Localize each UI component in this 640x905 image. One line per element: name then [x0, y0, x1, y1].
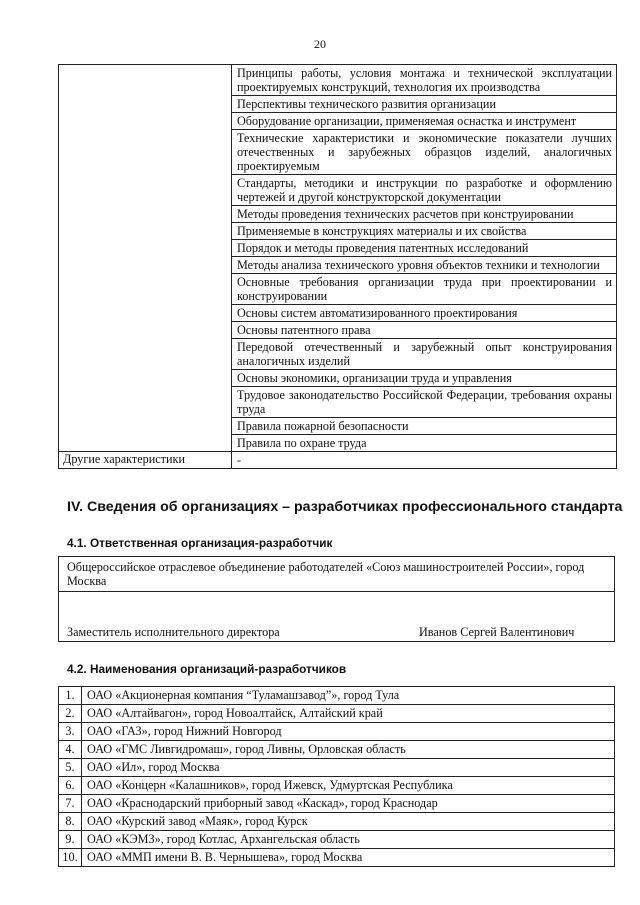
- developer-org-name: ОАО «Акционерная компания “Туламашзавод”», город Тула: [82, 687, 615, 705]
- responsible-org-heading: 4.1. Ответственная организация-разработчик: [67, 536, 333, 550]
- knowledge-item: Передовой отечественный и зарубежный опыт конструирования аналогичных изделий: [232, 339, 617, 370]
- developer-org-row: [59, 705, 615, 723]
- knowledge-item: Порядок и методы проведения патентных исследований: [232, 240, 617, 257]
- developer-org-name: ОАО «Алтайвагон», город Новоалтайск, Алтайский край: [82, 705, 615, 723]
- developer-org-name: ОАО «Ил», город Москва: [82, 759, 615, 777]
- responsible-org-name: Общероссийское отраслевое объединение работодателей «Союз машиностроителей России», город Москва: [59, 557, 614, 592]
- page-number: 20: [314, 37, 326, 51]
- knowledge-item: Принципы работы, условия монтажа и технической эксплуатации проектируемых конструкций, технология их производства: [232, 65, 617, 96]
- knowledge-item: Основы систем автоматизированного проектирования: [232, 305, 617, 322]
- other-characteristics-row: [59, 452, 617, 469]
- knowledge-item: Оборудование организации, применяемая оснастка и инструмент: [232, 113, 617, 130]
- required-knowledge-table-body: [59, 65, 617, 469]
- required-knowledge-table: [58, 64, 617, 469]
- developer-org-name: ОАО «Краснодарский приборный завод «Каскад», город Краснодар: [82, 795, 615, 813]
- developer-org-number: 2.: [59, 705, 82, 723]
- developer-org-number: 3.: [59, 723, 82, 741]
- developer-org-number: 1.: [59, 687, 82, 705]
- developer-org-number: 9.: [59, 831, 82, 849]
- responsible-org-box: [58, 556, 615, 642]
- developer-orgs-table-body: [59, 687, 615, 867]
- developer-org-number: 10.: [59, 849, 82, 867]
- developer-org-number: 4.: [59, 741, 82, 759]
- developer-org-row: [59, 777, 615, 795]
- developer-orgs-heading: 4.2. Наименования организаций-разработчиков: [67, 662, 347, 676]
- knowledge-item: Правила пожарной безопасности: [232, 418, 617, 435]
- developer-org-name: ОАО «Курский завод «Маяк», город Курск: [82, 813, 615, 831]
- developer-org-number: 7.: [59, 795, 82, 813]
- developer-orgs-table: [58, 686, 615, 867]
- other-characteristics-label: Другие характеристики: [59, 452, 232, 469]
- knowledge-item: Трудовое законодательство Российской Федерации, требования охраны труда: [232, 387, 617, 418]
- developer-org-row: [59, 849, 615, 867]
- developer-org-name: ОАО «ГМС Ливгидромаш», город Ливны, Орловская область: [82, 741, 615, 759]
- knowledge-item: Методы анализа технического уровня объектов техники и технологии: [232, 257, 617, 274]
- developer-org-row: [59, 795, 615, 813]
- knowledge-item: Применяемые в конструкциях материалы и их свойства: [232, 223, 617, 240]
- developer-org-row: [59, 687, 615, 705]
- knowledge-item: Основные требования организации труда при проектировании и конструировании: [232, 274, 617, 305]
- developer-org-name: ОАО «Концерн «Калашников», город Ижевск, Удмуртская Республика: [82, 777, 615, 795]
- developer-org-name: ОАО «КЭМЗ», город Котлас, Архангельская область: [82, 831, 615, 849]
- knowledge-item: Перспективы технического развития организации: [232, 96, 617, 113]
- knowledge-item: Стандарты, методики и инструкции по разработке и оформлению чертежей и другой конструкторской документации: [232, 175, 617, 206]
- knowledge-item: Правила по охране труда: [232, 435, 617, 452]
- developer-org-row: [59, 813, 615, 831]
- knowledge-item: Основы экономики, организации труда и управления: [232, 370, 617, 387]
- developer-org-row: [59, 759, 615, 777]
- knowledge-row: [59, 65, 617, 96]
- section-iv-title: IV. Сведения об организациях – разработчиках профессионального стандарта: [67, 499, 623, 515]
- signatory-name: Иванов Сергей Валентинович: [419, 625, 575, 639]
- developer-org-number: 5.: [59, 759, 82, 777]
- developer-org-row: [59, 831, 615, 849]
- developer-org-name: ОАО «ММП имени В. В. Чернышева», город Москва: [82, 849, 615, 867]
- other-characteristics-value: -: [232, 452, 617, 469]
- developer-org-row: [59, 741, 615, 759]
- developer-org-number: 8.: [59, 813, 82, 831]
- developer-org-number: 6.: [59, 777, 82, 795]
- knowledge-item: Основы патентного права: [232, 322, 617, 339]
- knowledge-label-cell: [59, 65, 232, 452]
- developer-org-row: [59, 723, 615, 741]
- developer-org-name: ОАО «ГАЗ», город Нижний Новгород: [82, 723, 615, 741]
- signatory-position: Заместитель исполнительного директора: [67, 625, 280, 639]
- knowledge-item: Технические характеристики и экономические показатели лучших отечественных и зарубежных образцов изделий, аналогичных проектируемым: [232, 130, 617, 175]
- knowledge-item: Методы проведения технических расчетов при конструировании: [232, 206, 617, 223]
